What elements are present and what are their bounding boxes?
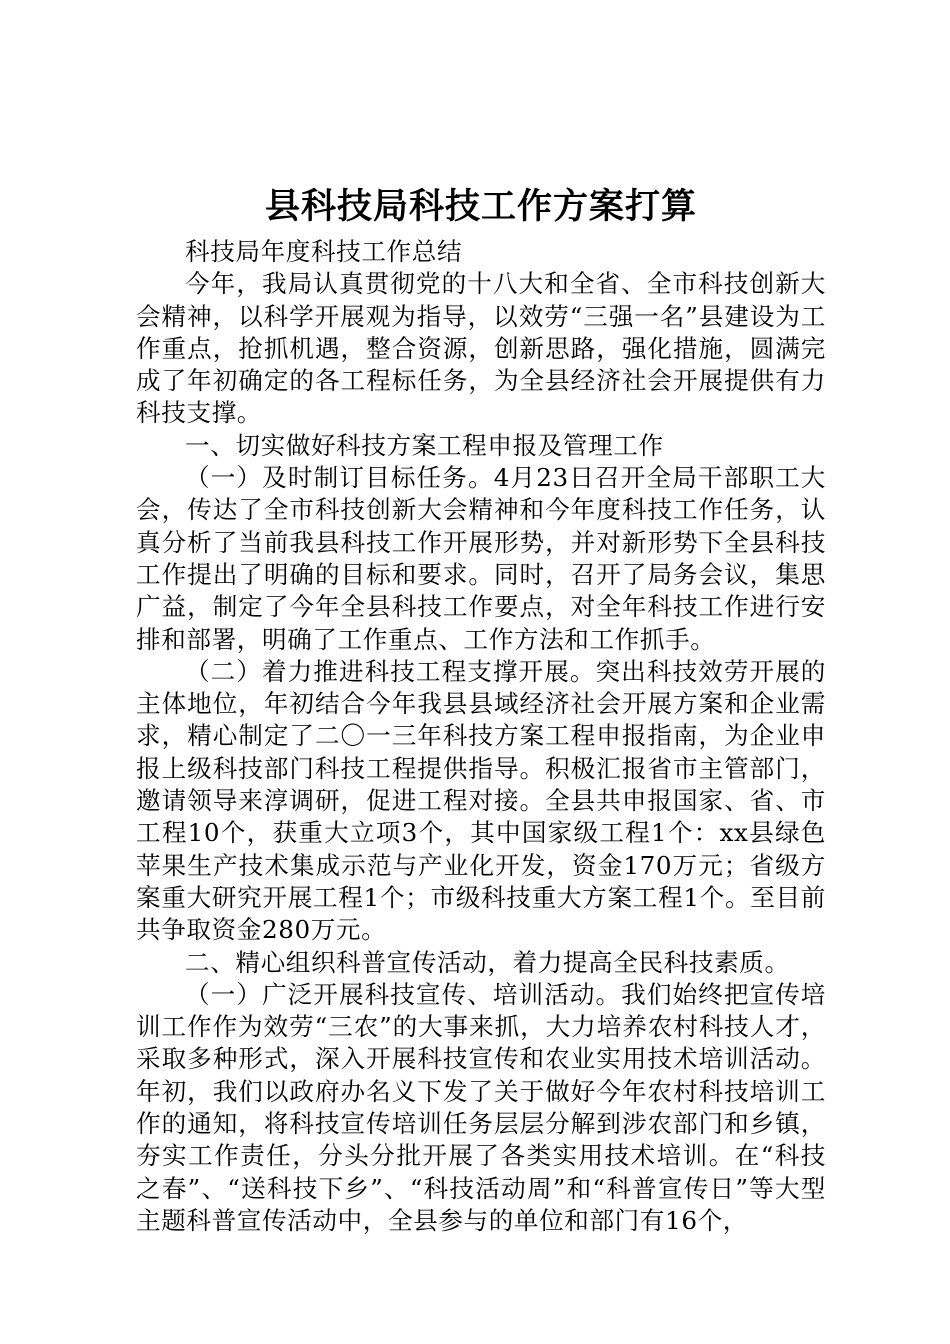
document-page — [136, 178, 826, 1237]
paragraph-intro: 今年，我局认真贯彻党的十八大和全省、全市科技创新大会精神，以科学开展观为指导，以效劳“三强一名”县建设为工作重点，抢抓机遇，整合资源，创新思路，强化措施，圆满完成了年初确定的各工程标任务，为全县经济社会开展提供有力科技支撑。 — [136, 269, 826, 428]
paragraph-1-1: （一）及时制订目标任务。4月23日召开全局干部职工大会，传达了全市科技创新大会精神和今年度科技工作任务，认真分析了当前我县科技工作开展形势，并对新形势下全县科技工作提出了明确的目标和要求。同时，召开了局务会议，集思广益，制定了今年全县科技工作要点，对全年科技工作进行安排和部署，明确了工作重点、工作方法和工作抓手。 — [136, 463, 826, 654]
paragraph-1-2: （二）着力推进科技工程支撑开展。突出科技效劳开展的主体地位，年初结合今年我县县域经济社会开展方案和企业需求，精心制定了二〇一三年科技方案工程申报指南，为企业申报上级科技部门科技工程提供指导。积极汇报省市主管部门，邀请领导来淳调研，促进工程对接。全县共申报国家、省、市工程10个，获重大立项3个，其中国家级工程1个：xx县绿色苹果生产技术集成示范与产业化开发，资金170万元；省级方案重大研究开展工程1个；市级科技重大方案工程1个。至目前共争取资金280万元。 — [136, 656, 826, 945]
document-title: 县科技局科技工作方案打算 — [264, 186, 697, 227]
section-heading-1: 一、切实做好科技方案工程申报及管理工作 — [185, 430, 664, 460]
paragraph-subtitle: 科技局年度科技工作总结 — [185, 237, 463, 266]
section-heading-2: 二、精心组织科普宣传活动，着力提高全民科技素质。 — [185, 947, 790, 977]
paragraph-2-1: （一）广泛开展科技宣传、培训活动。我们始终把宣传培训工作作为效劳“三农”的大事来抓，大力培养农村科技人才，采取多种形式，深入开展科技宣传和农业实用技术培训活动。年初，我们以政府办名义下发了关于做好今年农村科技培训工作的通知，将科技宣传培训任务层层分解到涉农部门和乡镇，夯实工作责任，分头分批开展了各类实用技术培训。在“科技之春”、“送科技下乡”、“科技活动周”和“科普宣传日”等大型主题科普宣传活动中，全县参与的单位和部门有16个， — [136, 979, 826, 1235]
